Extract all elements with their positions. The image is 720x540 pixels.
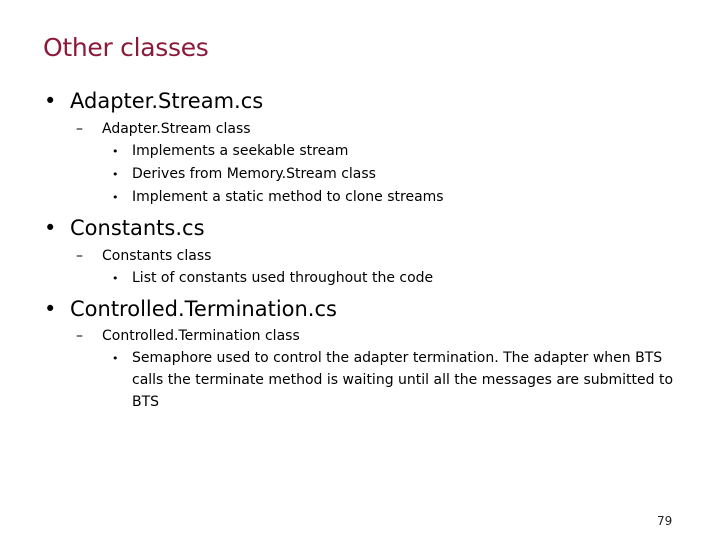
sub-item-text: Constants class [102, 248, 212, 264]
bullet-icon: • [44, 216, 57, 240]
detail-item [112, 140, 348, 163]
dash-icon: – [76, 248, 83, 264]
bullet-icon: • [112, 145, 119, 158]
sub-item-adapter-stream-class [76, 119, 251, 139]
detail-item [112, 186, 444, 209]
bullet-icon: • [44, 89, 57, 113]
dash-icon: – [76, 328, 83, 344]
section-heading-controlled-termination [44, 296, 337, 322]
section-heading-text: Constants.cs [70, 216, 205, 240]
detail-item [112, 267, 433, 290]
bullet-icon: • [112, 168, 119, 181]
section-heading-constants [44, 215, 205, 241]
detail-text: Implement a static method to clone streams [132, 189, 444, 205]
detail-item [112, 347, 677, 413]
slide-title: Other classes [43, 33, 209, 62]
section-heading-text: Controlled.Termination.cs [70, 297, 337, 321]
bullet-icon: • [112, 272, 119, 285]
dash-icon: – [76, 121, 83, 137]
detail-item [112, 163, 376, 186]
detail-text: List of constants used throughout the code [132, 270, 434, 286]
section-heading-adapter-stream [44, 88, 263, 114]
detail-text: Derives from Memory.Stream class [132, 166, 376, 182]
sub-item-text: Adapter.Stream class [102, 121, 251, 137]
sub-item-text: Controlled.Termination class [102, 328, 300, 344]
bullet-icon: • [112, 352, 119, 365]
bullet-icon: • [44, 297, 57, 321]
sub-item-constants-class [76, 246, 211, 266]
detail-text: Implements a seekable stream [132, 143, 349, 159]
page-number: 79 [657, 514, 673, 528]
section-heading-text: Adapter.Stream.cs [70, 89, 264, 113]
detail-text: Semaphore used to control the adapter termination. The adapter when BTS calls the terminate method is waiting until all the messages are submitted to BTS [132, 350, 674, 410]
bullet-icon: • [112, 191, 119, 204]
sub-item-controlled-termination-class [76, 326, 300, 346]
